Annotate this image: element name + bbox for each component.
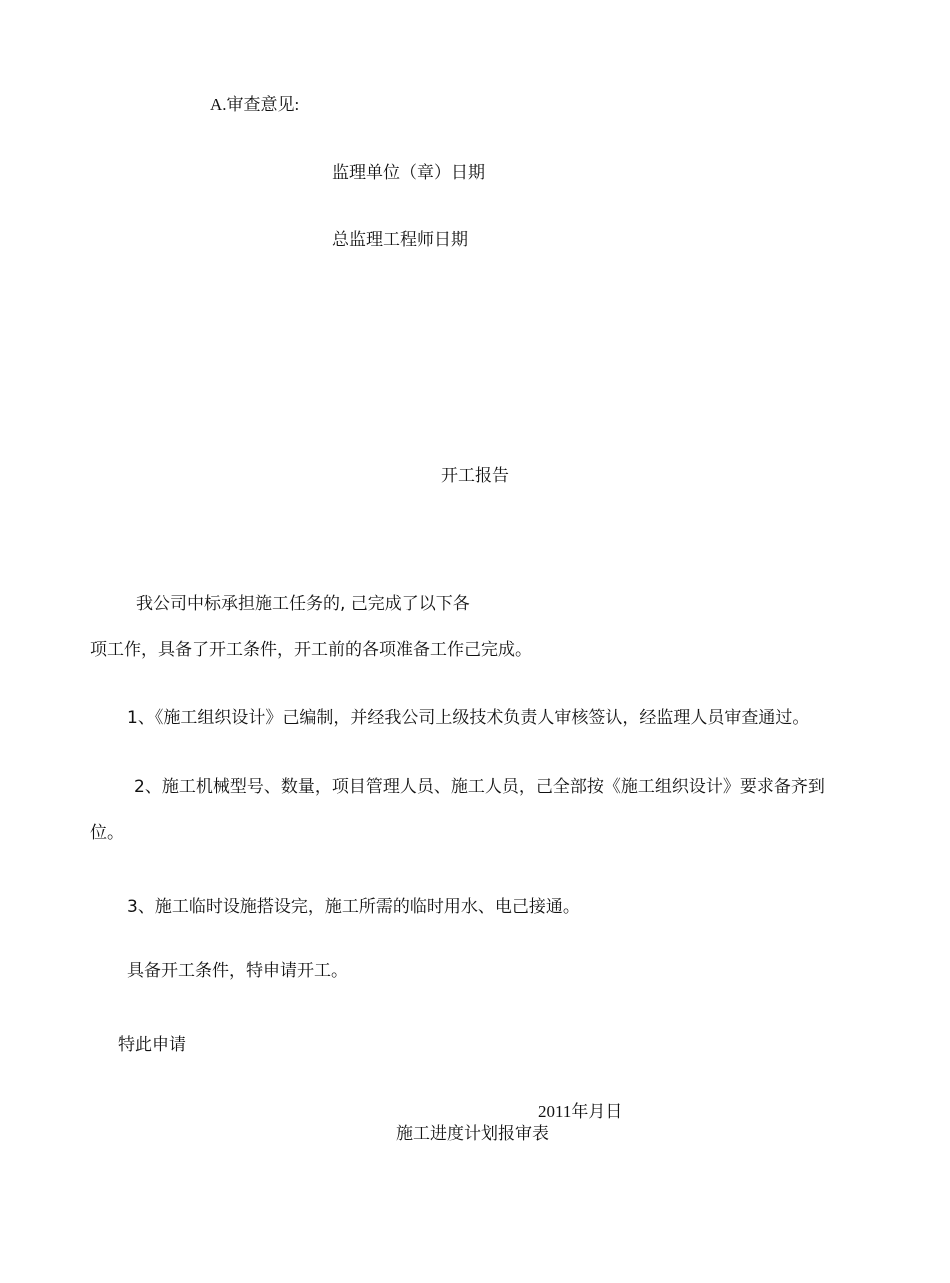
report-title: 开工报告: [441, 466, 509, 486]
supervision-unit-line: 监理单位（章）日期: [332, 163, 485, 183]
next-form-title: 施工进度计划报审表: [396, 1124, 549, 1144]
intro-line-2: 项工作，具备了开工条件，开工前的各项准备工作己完成。: [90, 640, 532, 660]
intro-line-1: 我公司中标承担施工任务的, 己完成了以下各: [136, 594, 470, 614]
date-line: 2011年月日: [538, 1102, 623, 1121]
item-2-line-1: 2、施工机械型号、数量，项目管理人员、施工人员，己全部按《施工组织设计》要求备齐到: [134, 777, 825, 797]
chief-engineer-line: 总监理工程师日期: [332, 230, 468, 250]
closing-line: 特此申请: [118, 1035, 186, 1055]
item-2-line-2: 位。: [90, 823, 124, 843]
conditions-line: 具备开工条件，特申请开工。: [127, 961, 348, 981]
item-3: 3、施工临时设施搭设完，施工所需的临时用水、电己接通。: [127, 897, 580, 917]
review-opinion-label: A.审查意见:: [210, 95, 300, 114]
item-1: 1、《施工组织设计》己编制，并经我公司上级技术负责人审核签认，经监理人员审查通过。: [127, 708, 810, 728]
